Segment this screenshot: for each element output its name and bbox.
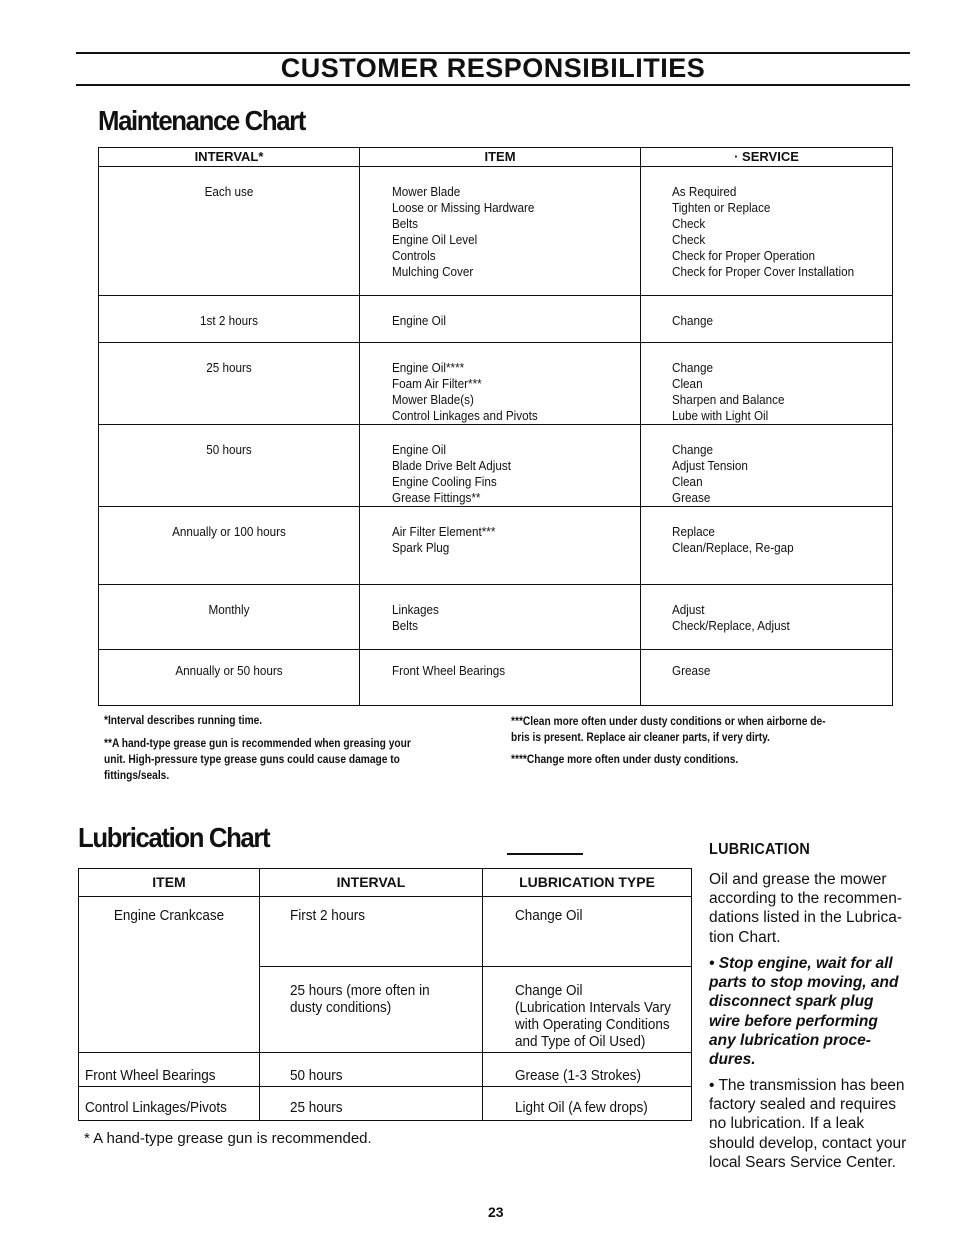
- footnote-dusty-clean-1: ***Clean more often under dusty conditions or when airborne de-: [511, 714, 826, 728]
- table-row: [99, 585, 893, 650]
- footnote-dusty-clean-2: bris is present. Replace air cleaner parts, if very dirty.: [511, 730, 770, 744]
- lub-interval-cell: [260, 1087, 483, 1121]
- table-row: [79, 897, 692, 967]
- lub-type-cell: [483, 897, 692, 967]
- interval-text: Each use: [204, 184, 254, 199]
- footnote-grease-gun-1: **A hand-type grease gun is recommended when greasing your: [104, 736, 411, 750]
- table-row: [99, 425, 893, 507]
- service-cell: [641, 425, 893, 507]
- item-text: Engine Oil****: [392, 360, 465, 375]
- footnote-grease-gun-2: unit. High-pressure type grease guns could cause damage to: [104, 752, 400, 766]
- decorative-rule: [507, 853, 583, 855]
- text-line: dations listed in the Lubrica-: [709, 909, 903, 927]
- item-text: Grease Fittings**: [392, 490, 481, 505]
- lub-item-cell: [79, 1087, 260, 1121]
- lub-type-cell: [483, 1087, 692, 1121]
- service-text: Check: [672, 232, 706, 247]
- table-row: [99, 507, 893, 585]
- text-line: wire before performing: [709, 1012, 878, 1030]
- service-text: Grease: [672, 490, 711, 505]
- header-interval: INTERVAL*: [99, 148, 360, 167]
- item-text: Foam Air Filter***: [392, 376, 482, 391]
- lub-interval-cell: [260, 897, 483, 967]
- item-text: Engine Oil: [392, 313, 446, 328]
- service-cell: [641, 296, 893, 343]
- item-text: Belts: [392, 216, 419, 231]
- service-text: Check: [672, 216, 706, 231]
- lub-type-text: Change Oil: [515, 907, 583, 924]
- lubrication-chart-title: Lubrication Chart: [78, 822, 270, 853]
- interval-cell: [99, 425, 360, 507]
- maintenance-table: [98, 147, 893, 706]
- service-text: Clean/Replace, Re-gap: [672, 540, 794, 555]
- lubrication-heading: LUBRICATION: [709, 841, 811, 858]
- item-text: Mower Blade(s): [392, 392, 474, 407]
- lub-interval-text: First 2 hours: [290, 907, 366, 924]
- item-text: Controls: [392, 248, 436, 263]
- interval-text: Monthly: [208, 602, 250, 617]
- interval-cell: [99, 585, 360, 650]
- transmission-note: [709, 1076, 924, 1172]
- header-lub-item: ITEM: [79, 869, 260, 897]
- safety-warning: [709, 954, 924, 1069]
- service-text: Sharpen and Balance: [672, 392, 785, 407]
- item-text: Air Filter Element***: [392, 524, 496, 539]
- table-row: [99, 650, 893, 706]
- lub-item-text: Front Wheel Bearings: [85, 1067, 216, 1084]
- text-line: • The transmission has been: [709, 1077, 905, 1094]
- service-text: Adjust Tension: [672, 458, 748, 473]
- service-text: Clean: [672, 474, 703, 489]
- service-cell: [641, 585, 893, 650]
- lub-interval-cell: [260, 1053, 483, 1087]
- item-cell: [360, 650, 641, 706]
- text-line: no lubrication. If a leak: [709, 1115, 865, 1133]
- table-row: [79, 1087, 692, 1121]
- item-cell: [360, 296, 641, 343]
- lub-item-text: Control Linkages/Pivots: [85, 1099, 227, 1116]
- lub-interval-text: 25 hours (more often in: [290, 982, 430, 999]
- service-text: Replace: [672, 524, 715, 539]
- table-row: [79, 1053, 692, 1087]
- page-title: CUSTOMER RESPONSIBILITIES: [280, 53, 706, 83]
- maintenance-chart-title: Maintenance Chart: [98, 105, 305, 136]
- service-text: As Required: [672, 184, 737, 199]
- item-text: Control Linkages and Pivots: [392, 408, 538, 423]
- text-line: factory sealed and requires: [709, 1096, 896, 1114]
- lub-type-text: with Operating Conditions: [515, 1016, 670, 1033]
- header-service: · SERVICE: [641, 148, 893, 167]
- text-line: • Stop engine, wait for all: [709, 955, 893, 972]
- text-line: tion Chart.: [709, 928, 781, 946]
- item-text: Belts: [392, 618, 419, 633]
- interval-cell: [99, 296, 360, 343]
- interval-text: 50 hours: [206, 442, 252, 457]
- service-text: Check/Replace, Adjust: [672, 618, 790, 633]
- item-text: Loose or Missing Hardware: [392, 200, 535, 215]
- text-line: dures.: [709, 1051, 756, 1069]
- table-row: [99, 343, 893, 425]
- page-number: 23: [488, 1204, 504, 1220]
- item-text: Front Wheel Bearings: [392, 663, 506, 678]
- lub-interval-text: dusty conditions): [290, 999, 392, 1016]
- interval-cell: [99, 167, 360, 296]
- lub-item-cell: [79, 897, 260, 1053]
- lub-interval-cell: [260, 967, 483, 1053]
- lubrication-table: [78, 868, 692, 1121]
- service-cell: [641, 167, 893, 296]
- service-text: Adjust: [672, 602, 705, 617]
- service-text: Check for Proper Operation: [672, 248, 816, 263]
- lub-item-text: Engine Crankcase: [113, 907, 225, 924]
- text-line: according to the recommen-: [709, 890, 902, 908]
- item-text: Linkages: [392, 602, 439, 617]
- interval-text: Annually or 100 hours: [172, 524, 286, 539]
- item-text: Spark Plug: [392, 540, 450, 555]
- service-text: Lube with Light Oil: [672, 408, 769, 423]
- lubrication-header-row: [79, 869, 692, 897]
- lubrication-footnote: * A hand-type grease gun is recommended.: [84, 1130, 372, 1147]
- item-cell: [360, 167, 641, 296]
- service-text: Change: [672, 360, 713, 375]
- lub-type-text: Light Oil (A few drops): [515, 1099, 648, 1116]
- item-cell: [360, 585, 641, 650]
- item-text: Engine Oil: [392, 442, 446, 457]
- lubrication-intro: [709, 870, 924, 947]
- header-bottom-rule: [76, 84, 910, 86]
- service-text: Change: [672, 442, 713, 457]
- item-text: Engine Oil Level: [392, 232, 478, 247]
- item-text: Engine Cooling Fins: [392, 474, 497, 489]
- service-text: Clean: [672, 376, 703, 391]
- item-cell: [360, 507, 641, 585]
- lub-type-text: and Type of Oil Used): [515, 1033, 646, 1050]
- lub-type-text: (Lubrication Intervals Vary: [515, 999, 671, 1016]
- text-line: any lubrication proce-: [709, 1031, 871, 1049]
- item-text: Blade Drive Belt Adjust: [392, 458, 512, 473]
- lub-item-cell: [79, 1053, 260, 1087]
- item-cell: [360, 343, 641, 425]
- interval-cell: [99, 343, 360, 425]
- header-lub-interval: INTERVAL: [260, 869, 483, 897]
- text-line: local Sears Service Center.: [709, 1153, 896, 1171]
- interval-text: 1st 2 hours: [200, 313, 258, 328]
- footnote-interval: *Interval describes running time.: [104, 713, 263, 727]
- lub-type-text: Change Oil: [515, 982, 583, 999]
- service-text: Grease: [672, 663, 711, 678]
- table-row: [99, 296, 893, 343]
- lub-type-text: Grease (1-3 Strokes): [515, 1067, 642, 1084]
- interval-text: 25 hours: [206, 360, 252, 375]
- service-cell: [641, 343, 893, 425]
- interval-cell: [99, 507, 360, 585]
- lub-interval-text: 50 hours: [290, 1067, 343, 1084]
- service-cell: [641, 507, 893, 585]
- text-line: should develop, contact your: [709, 1134, 907, 1152]
- header-item: ITEM: [360, 148, 641, 167]
- item-text: Mower Blade: [392, 184, 461, 199]
- header-lub-type: LUBRICATION TYPE: [483, 869, 692, 897]
- service-text: Tighten or Replace: [672, 200, 771, 215]
- text-line: parts to stop moving, and: [709, 974, 899, 992]
- service-text: Check for Proper Cover Installation: [672, 264, 855, 279]
- text-line: disconnect spark plug: [709, 993, 874, 1011]
- item-cell: [360, 425, 641, 507]
- lub-type-cell: [483, 1053, 692, 1087]
- service-cell: [641, 650, 893, 706]
- footnote-grease-gun-3: fittings/seals.: [104, 768, 170, 782]
- table-row: [99, 167, 893, 296]
- interval-cell: [99, 650, 360, 706]
- interval-text: Annually or 50 hours: [175, 663, 283, 678]
- lub-interval-text: 25 hours: [290, 1099, 343, 1116]
- lub-type-cell: [483, 967, 692, 1053]
- footnote-dusty-change: ****Change more often under dusty conditions.: [511, 752, 739, 766]
- maintenance-header-row: [99, 148, 893, 167]
- service-text: Change: [672, 313, 713, 328]
- item-text: Mulching Cover: [392, 264, 474, 279]
- text-line: Oil and grease the mower: [709, 871, 887, 888]
